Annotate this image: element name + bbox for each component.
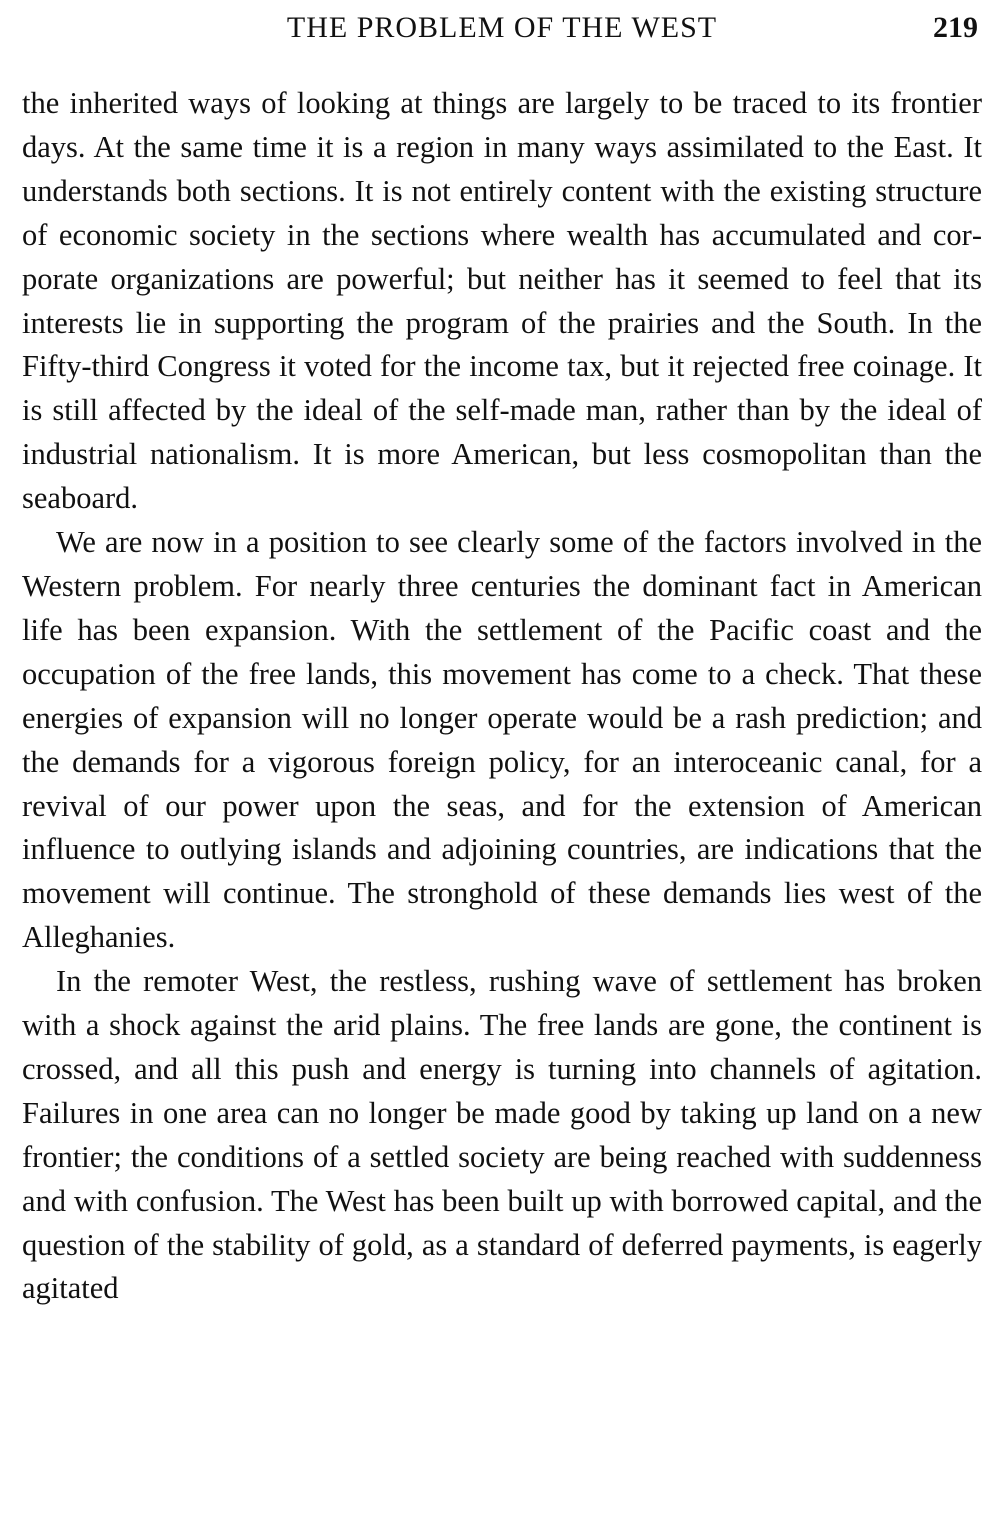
running-title: THE PROBLEM OF THE WEST xyxy=(286,11,718,44)
page-number: 219 xyxy=(933,11,978,44)
paragraph-continuation: the inherited ways of looking at things are largely to be traced to its frontier days. At the same time it is a region in many ways assimilated to the East. It understands both sections. It is not entirely content with the existing structure of economic society in the sections where wealth has accumulated and corporate organizations are powerful; but neither has it seemed to feel that its interests lie in supporting the program of the prairies and the South. In the Fifty-third Congress it voted for the income tax, but it rejected free coinage. It is still affected by the ideal of the self-made man, rather than by the ideal of industrial nationalism. It is more American, but less cosmopolitan than the seaboard. xyxy=(22,86,982,516)
running-header xyxy=(22,0,982,56)
paragraph-remoter-west: In the remoter West, the restless, rushing wave of settlement has broken with a shock against the arid plains. The free lands are gone, the continent is crossed, and all this push and energy is turning into channels of agitation. Failures in one area can no longer be made good by taking up land on a new frontier; the conditions of a settled society are being reached with suddenness and with confusion. The West has been built up with borrowed capital, and the question of the stability of gold, as a standard of deferred payments, is eagerly agitated xyxy=(22,964,982,1306)
body-text xyxy=(22,82,982,1311)
paragraph-western-problem: We are now in a position to see clearly some of the factors involved in the Western problem. For nearly three centuries the dominant fact in American life has been expansion. With the settlement of the Pacific coast and the occupation of the free lands, this movement has come to a check. That these energies of expansion will no longer operate would be a rash prediction; and the demands for a vigorous foreign policy, for an interoceanic canal, for a revival of our power upon the seas, and for the extension of American influence to outlying islands and adjoining countries, are indications that the movement will continue. The stronghold of these demands lies west of the Alleghanies. xyxy=(22,525,982,955)
